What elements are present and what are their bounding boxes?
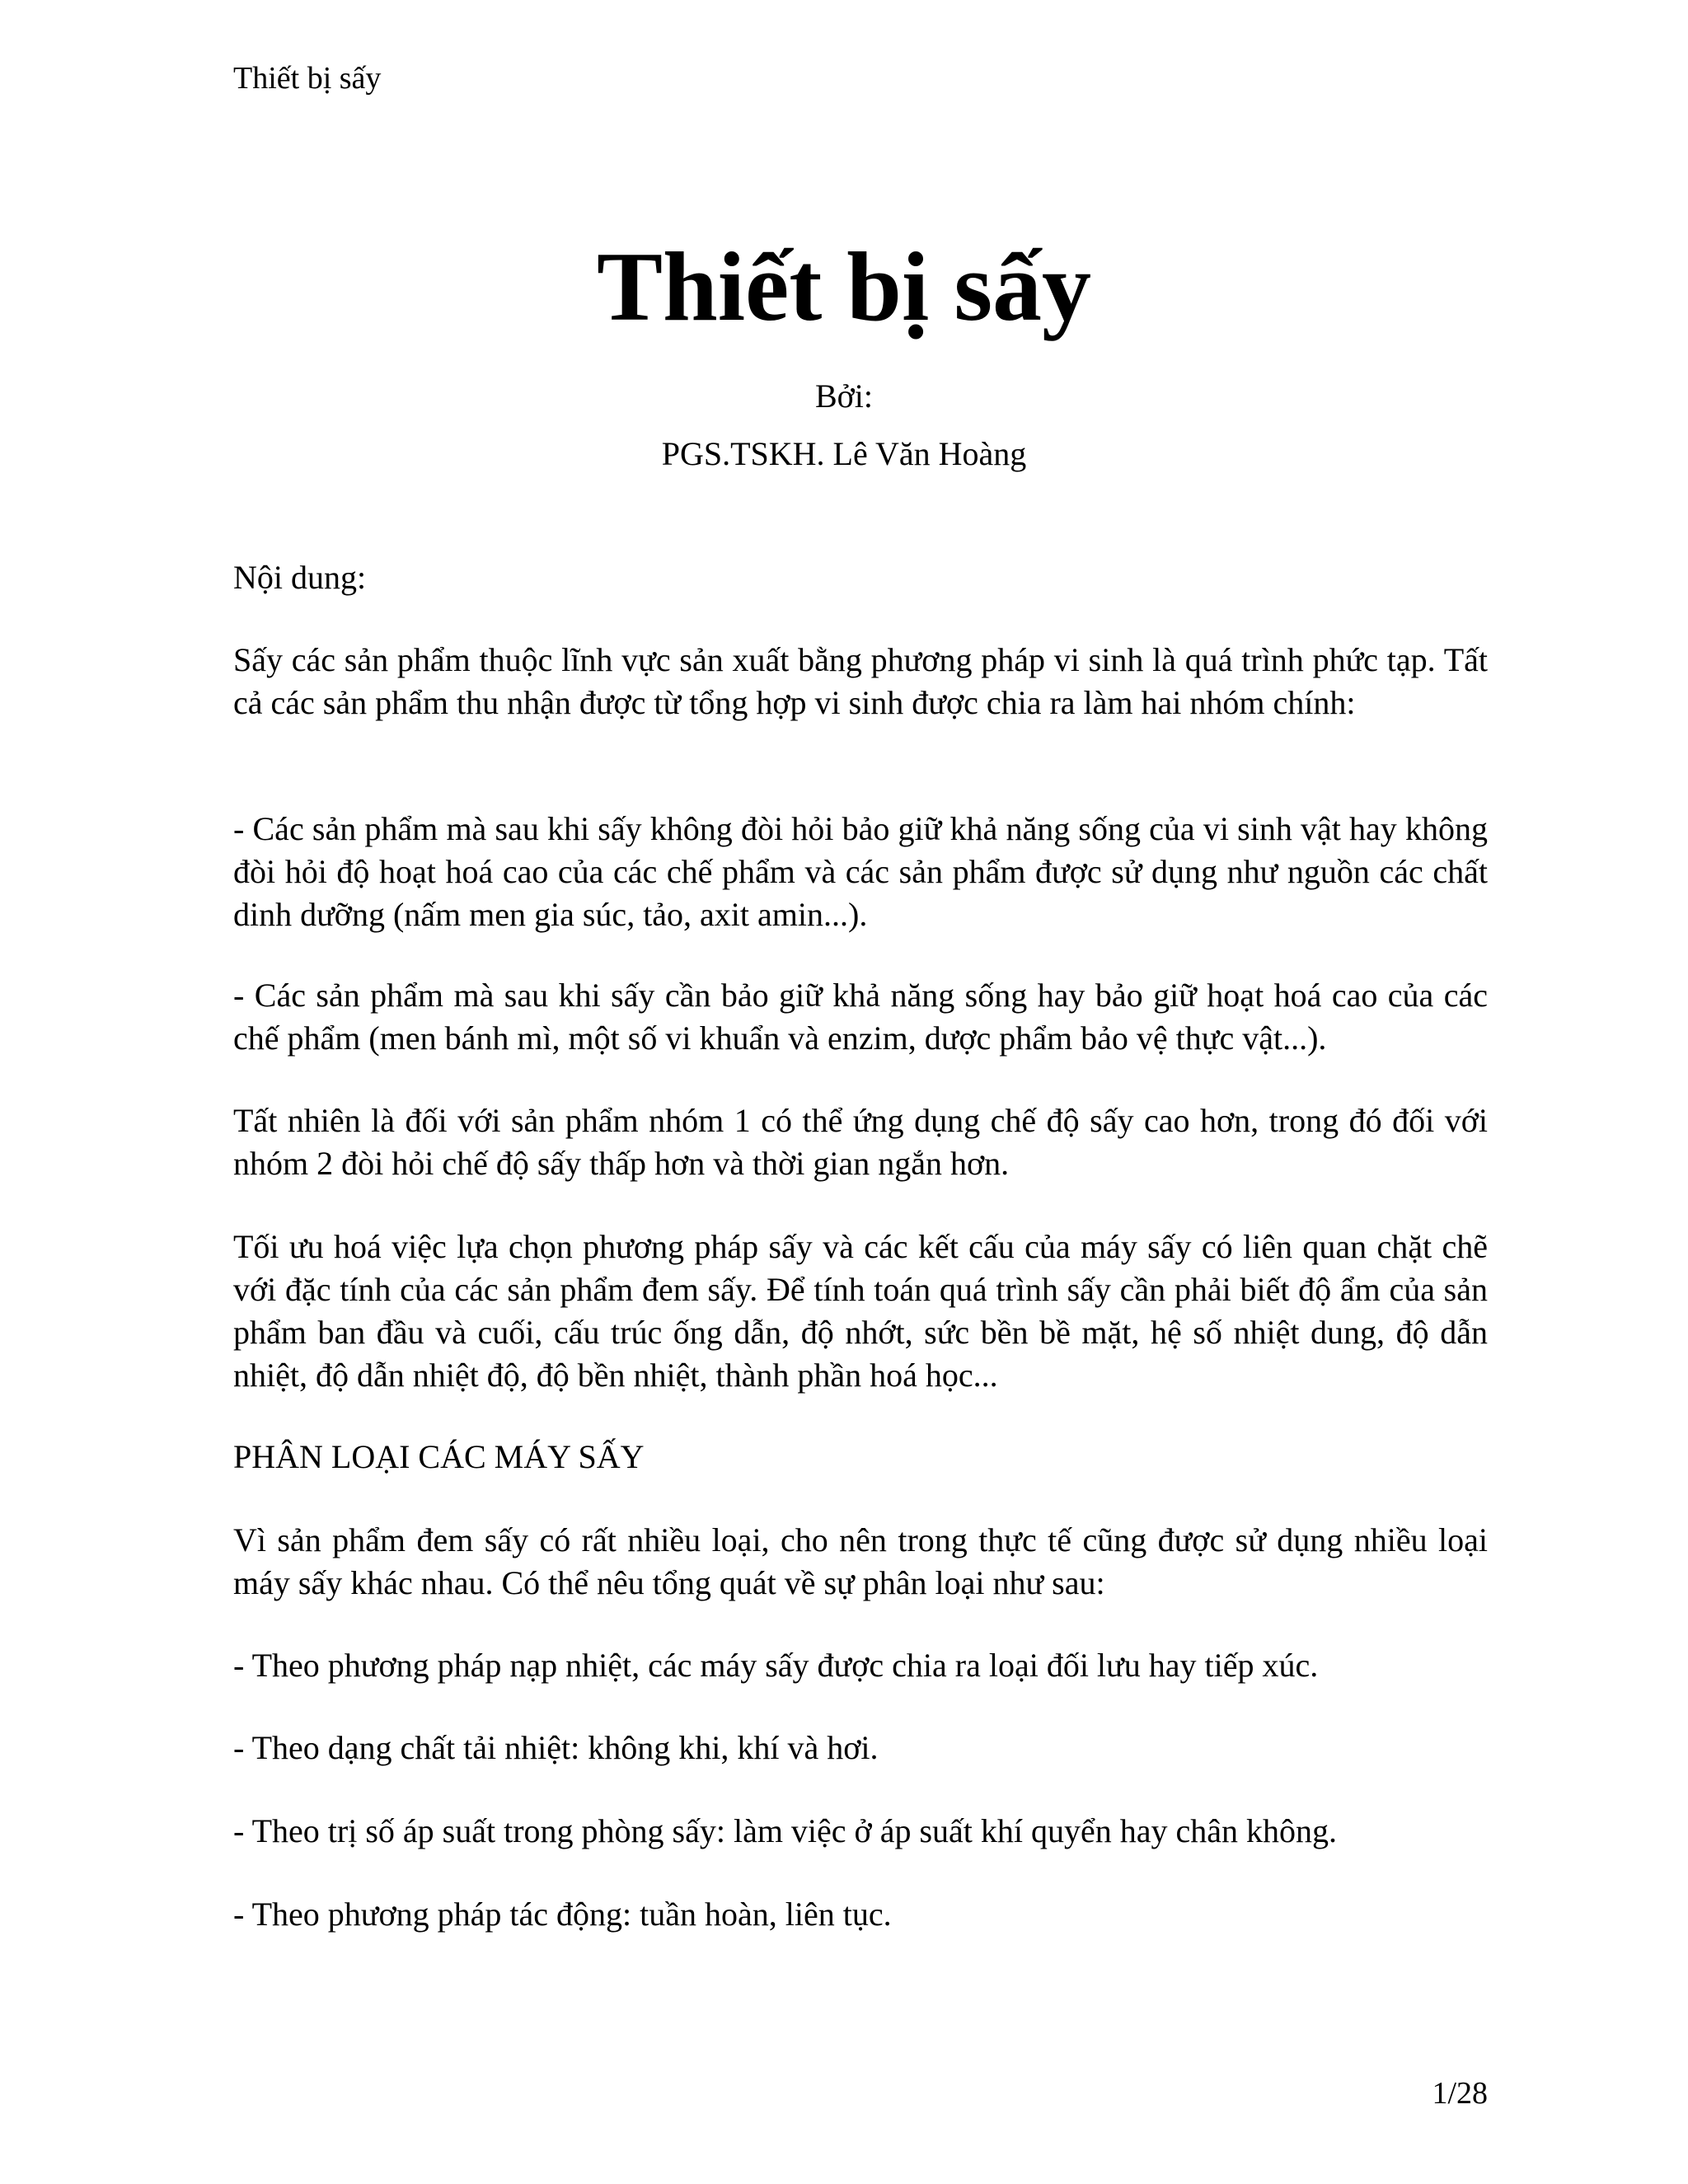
classification-item: - Theo dạng chất tải nhiệt: không khi, khí và hơi. (233, 1729, 879, 1766)
classification-item: - Theo phương pháp nạp nhiệt, các máy sấy được chia ra loại đối lưu hay tiếp xúc. (233, 1647, 1319, 1684)
paragraph-group-1: - Các sản phẩm mà sau khi sấy không đòi hỏi bảo giữ khả năng sống của vi sinh vật hay không đòi hỏi độ hoạt hoá cao của các chế phẩm và các sản phẩm được sử dụng như nguồn các chất dinh dưỡng (nấm men gia súc, tảo, axit amin...). (233, 810, 1488, 933)
running-header: Thiết bị sấy (233, 61, 382, 96)
page-number: 1/28 (1432, 2076, 1488, 2111)
byline-label: Bởi: (814, 377, 874, 415)
paragraph-group-2: - Các sản phẩm mà sau khi sấy cần bảo giữ khả năng sống hay bảo giữ hoạt hoá cao của các chế phẩm (men bánh mì, một số vi khuẩn và enzim, dược phẩm bảo vệ thực vật...). (233, 977, 1488, 1057)
author-name: PGS.TSKH. Lê Văn Hoàng (661, 435, 1027, 472)
paragraph-classification-intro: Vì sản phẩm đem sấy có rất nhiều loại, cho nên trong thực tế cũng được sử dụng nhiều loại máy sấy khác nhau. Có thể nêu tổng quát về sự phân loại như sau: (233, 1521, 1488, 1601)
paragraph-optimization: Tối ưu hoá việc lựa chọn phương pháp sấy và các kết cấu của máy sấy có liên quan chặt chẽ với đặc tính của các sản phẩm đem sấy. Để tính toán quá trình sấy cần phải biết độ ẩm của sản phẩm ban đầu và cuối, cấu trúc ống dẫn, độ nhớt, sức bền bề mặt, hệ số nhiệt dung, độ dẫn nhiệt, độ dẫn nhiệt độ, độ bền nhiệt, thành phần hoá học... (233, 1228, 1488, 1394)
document-title: Thiết bị sấy (596, 232, 1092, 341)
classification-item: - Theo trị số áp suất trong phòng sấy: làm việc ở áp suất khí quyển hay chân không. (233, 1812, 1338, 1849)
classification-item: - Theo phương pháp tác động: tuần hoàn, liên tục. (233, 1896, 892, 1933)
paragraph-intro: Sấy các sản phẩm thuộc lĩnh vực sản xuất bằng phương pháp vi sinh là quá trình phức tạp. Tất cả các sản phẩm thu nhận được từ tổng hợp vi sinh được chia ra làm hai nhóm chính: (233, 641, 1488, 721)
section-heading: PHÂN LOẠI CÁC MÁY SẤY (233, 1438, 645, 1475)
content-label: Nội dung: (233, 559, 367, 596)
paragraph-drying-regime: Tất nhiên là đối với sản phẩm nhóm 1 có thể ứng dụng chế độ sấy cao hơn, trong đó đối với nhóm 2 đòi hỏi chế độ sấy thấp hơn và thời gian ngắn hơn. (233, 1102, 1488, 1182)
